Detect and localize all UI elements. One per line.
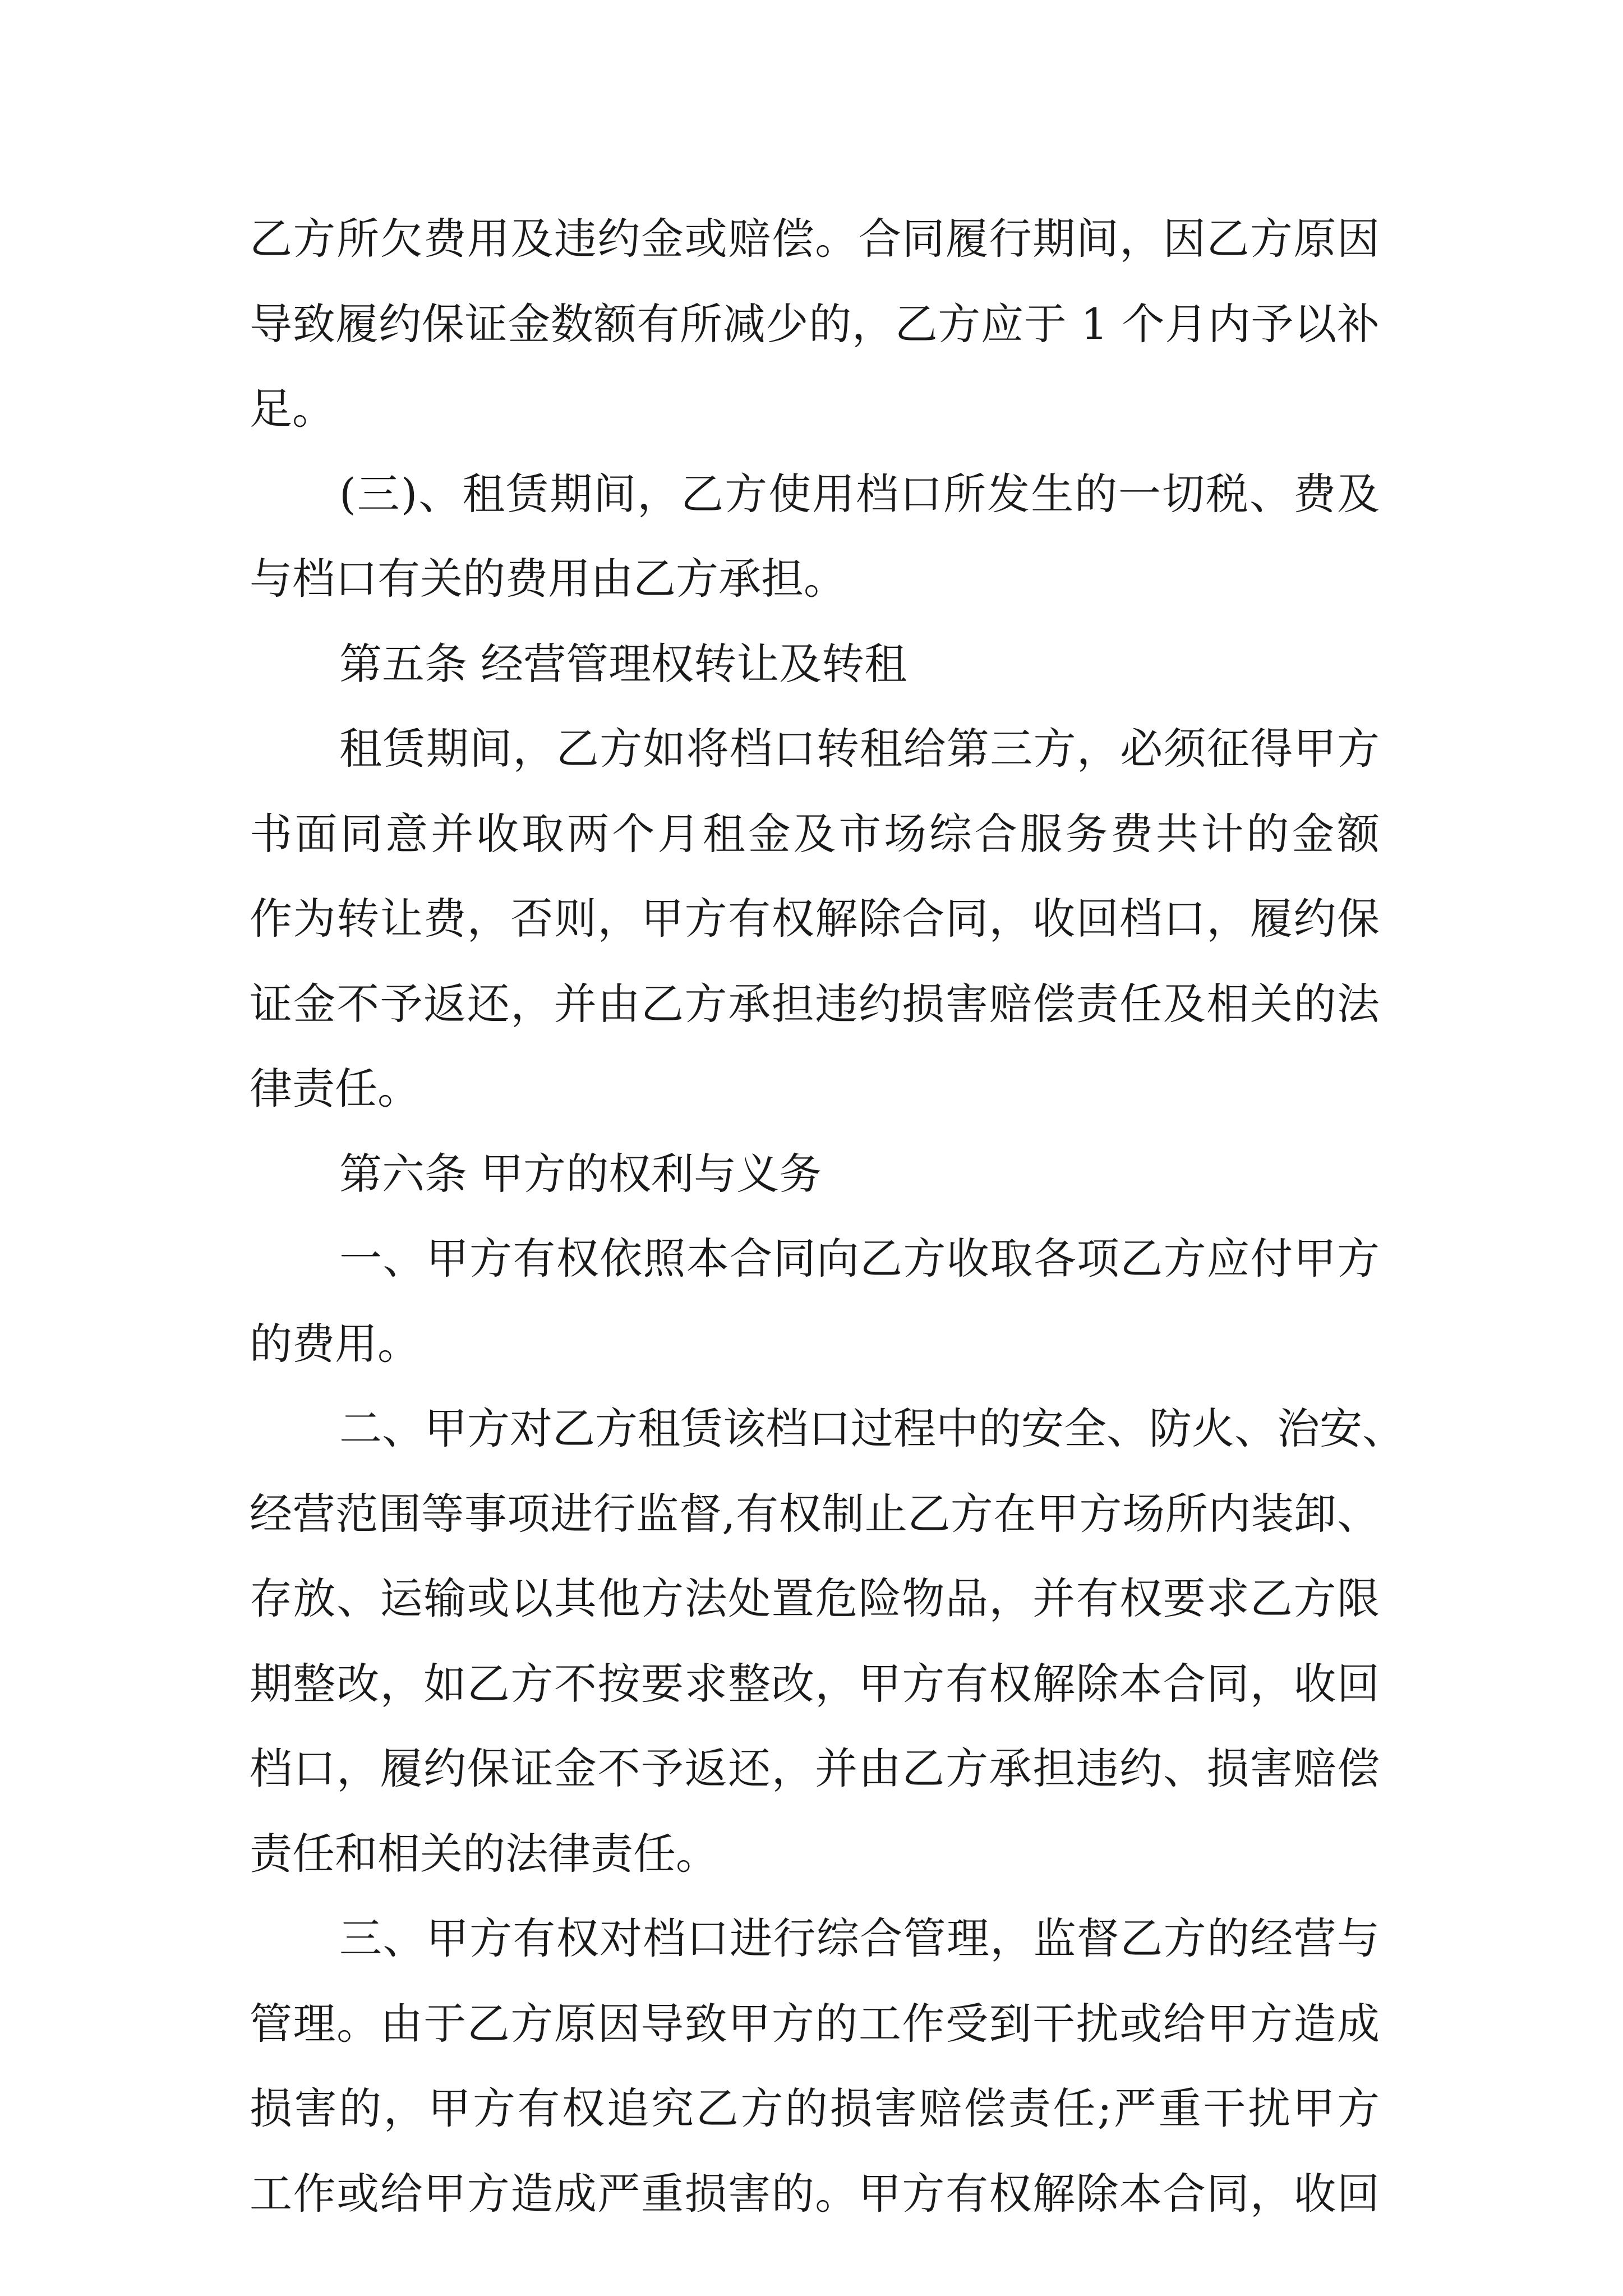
text-line: 存放、运输或以其他方法处置危险物品，并有权要求乙方限: [250, 1573, 1380, 1623]
text-line: 工作或给甲方造成严重损害的。甲方有权解除本合同，收回: [250, 2168, 1380, 2219]
text-line: 足。: [250, 384, 335, 434]
text-line: 一、甲方有权依照本合同向乙方收取各项乙方应付甲方: [339, 1234, 1380, 1283]
contract-body: [250, 196, 1405, 2236]
text-line: 三、甲方有权对档口进行综合管理，监督乙方的经营与: [339, 1913, 1380, 1963]
text-line: 租赁期间，乙方如将档口转租给第三方，必须征得甲方: [339, 724, 1380, 774]
text-line: 档口，履约保证金不予返还，并由乙方承担违约、损害赔偿: [250, 1743, 1380, 1793]
text-line: 责任和相关的法律责任。: [250, 1828, 718, 1879]
text-line: 二、甲方对乙方租赁该档口过程中的安全、防火、治安、: [339, 1404, 1405, 1453]
text-line: 管理。由于乙方原因导致甲方的工作受到干扰或给甲方造成: [250, 1998, 1380, 2049]
text-line: 与档口有关的费用由乙方承担。: [250, 554, 846, 604]
section-heading: 第六条 甲方的权利与义务: [339, 1148, 822, 1199]
text-line: 损害的，甲方有权追究乙方的损害赔偿责任;严重干扰甲方: [250, 2083, 1380, 2133]
text-line: 导致履约保证金数额有所减少的，乙方应于 1 个月内予以补: [250, 298, 1380, 349]
text-line: 作为转让费，否则，甲方有权解除合同，收回档口，履约保: [250, 894, 1380, 944]
text-line: 期整改，如乙方不按要求整改，甲方有权解除本合同，收回: [250, 1658, 1380, 1709]
text-line: 乙方所欠费用及违约金或赔偿。合同履行期间，因乙方原因: [250, 214, 1380, 264]
text-line: 律责任。: [250, 1064, 420, 1114]
text-line: 经营范围等事项进行监督,有权制止乙方在甲方场所内装卸、: [250, 1488, 1380, 1539]
section-heading: 第五条 经营管理权转让及转租: [339, 638, 907, 689]
text-line: 书面同意并收取两个月租金及市场综合服务费共计的金额: [250, 808, 1380, 859]
text-line: 证金不予返还，并由乙方承担违约损害赔偿责任及相关的法: [250, 978, 1380, 1029]
text-line: 的费用。: [250, 1318, 420, 1369]
text-line: (三)、租赁期间，乙方使用档口所发生的一切税、费及: [339, 468, 1380, 519]
